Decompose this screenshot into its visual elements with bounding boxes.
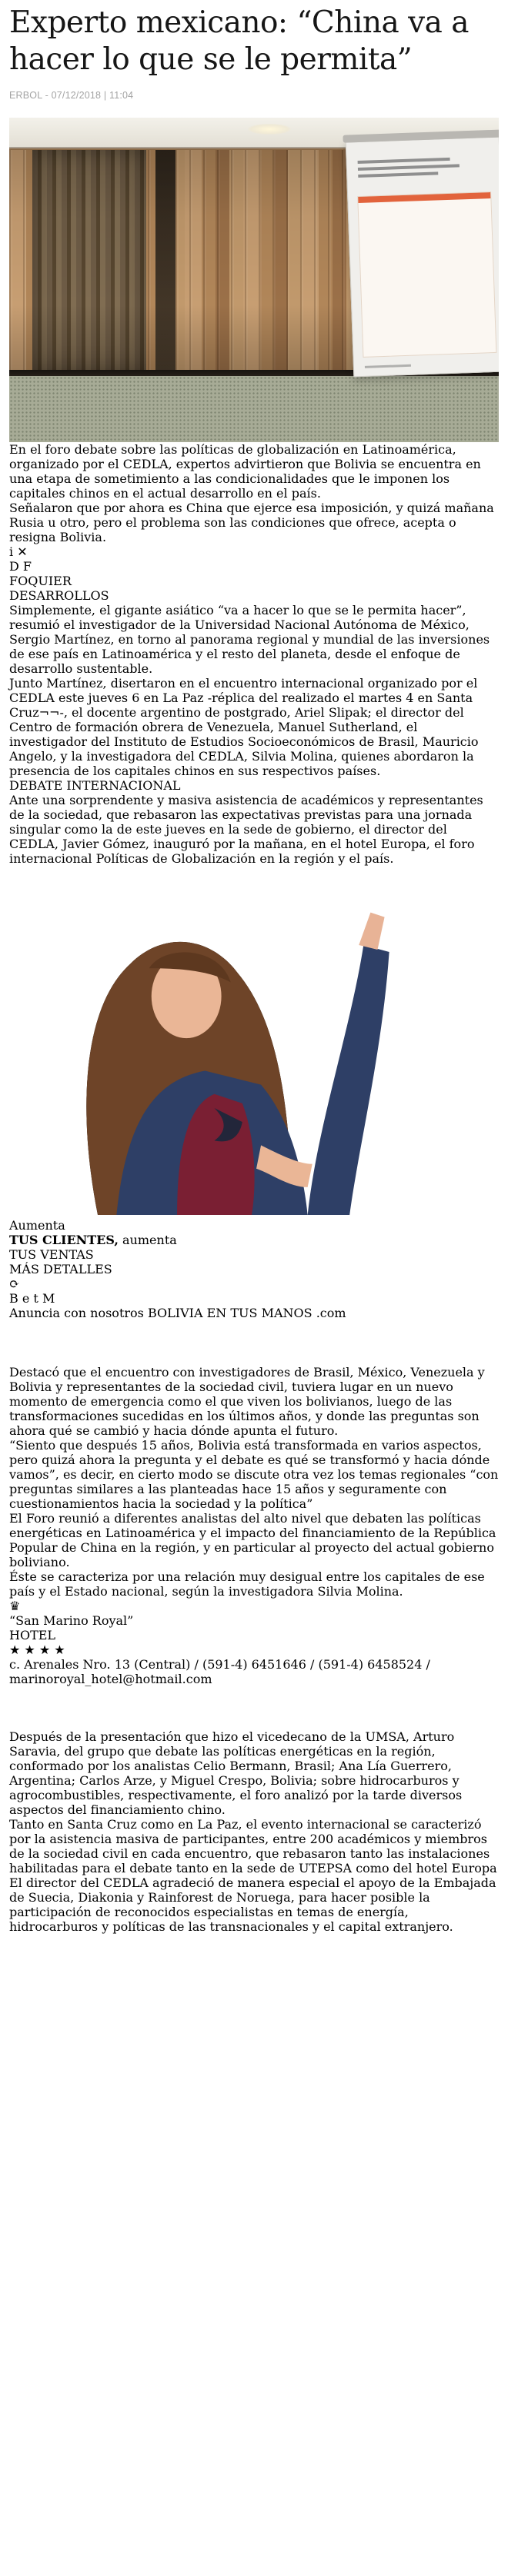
paragraph: Señalaron que por ahora es China que ejerce esa imposición, y quizá mañana Rusia u otro, pero el problema son las condiciones que ofrece, acepta o resigna Bolivia.: [9, 501, 494, 545]
article-byline: ERBOL - 07/12/2018 | 11:04: [9, 90, 134, 102]
hotel-brand-content: [9, 1599, 499, 1657]
mas-detalles-button[interactable]: MÁS DETALLES: [9, 1262, 112, 1277]
btm-logo-b: B: [9, 1291, 18, 1306]
btm-logo-small-top: e: [22, 1291, 30, 1306]
slide-title-line: [358, 165, 460, 171]
btm-logo-small-bottom: t: [33, 1291, 38, 1306]
banner-line3: TUS VENTAS: [9, 1247, 94, 1263]
ad-san-marino-royal[interactable]: [9, 1599, 499, 1686]
paragraph: Ante una sorprendente y masiva asistencia de académicos y representantes de la sociedad, que rebasaron las expectativas previstas para una jornada singular como la de este jueves en la sede de gobierno, el director del CEDLA, Javier Gómez, inauguró por la mañana, en el hotel Europa, el foro internacional Políticas de Globalización en la región y el país.: [9, 793, 483, 867]
slide-table: [357, 191, 496, 358]
ad-close-icon[interactable]: ✕: [17, 544, 28, 560]
foquier-wordmark: [9, 574, 499, 588]
ad-refresh-icon[interactable]: ⟳: [9, 1276, 20, 1292]
ad-foquier-desarrollos[interactable]: [9, 544, 499, 603]
ad-controls: [9, 544, 499, 559]
paragraph: Junto Martínez, disertaron en el encuentro internacional organizado por el CEDLA este jueves 6 en La Paz -réplica del realizado el martes 4 en Santa Cruz¬¬-, el docente argentino de postgrado, Ariel Slipak; el director del Centro de formación obrera de Venezuela, Manuel Sutherland, el investigador del Instituto de Estudios Socioeconómicos de Brasil, Mauricio Angelo, y la investigadora del CEDLA, Silvia Molina, quienes abordaron la presencia de los capitales chinos en sus respectivos países.: [9, 676, 479, 779]
article-photo: [9, 118, 499, 442]
btm-logo: [9, 1291, 499, 1306]
hotel-label: HOTEL: [9, 1628, 56, 1643]
dark-wall-slot: [155, 150, 175, 371]
wordmark-part-teal: FOQ: [9, 574, 38, 589]
paragraph: En el foro debate sobre las políticas de globalización en Latinoamérica, organizado por el CEDLA, expertos advirtieron que Bolivia se encuentra en una etapa de sometimiento a las condicionalidades que le imponen los capitales chinos en el actual desarrollo en el país.: [9, 442, 481, 501]
banner-line2-bold: TUS CLIENTES,: [9, 1233, 119, 1248]
terrazzo-floor: [9, 376, 499, 442]
paragraph: Destacó que el encuentro con investigadores de Brasil, México, Venezuela y Bolivia y representantes de la sociedad civil, tuviera lugar en un nuevo momento de emergencia como el que viven los bolivianos, luego de las transformaciones sucedidas en los últimos años, y donde las preguntas son ahora qué se cambió y hacia dónde apunta el futuro.: [9, 1365, 485, 1439]
anuncia-text: Anuncia con nosotros: [9, 1306, 144, 1321]
paragraph: Simplemente, el gigante asiático “va a hacer lo que se le permita hacer”, resumió el investigador de la Universidad Nacional Autónoma de México, Sergio Martínez, en torno al panorama regional y mundial de las inversiones de ese país en Latinoamérica y el resto del planeta, desde el enfoque de desarrollo sustentable.: [9, 603, 490, 677]
btm-logo-m: M: [42, 1291, 55, 1306]
paragraph: Éste se caracteriza por una relación muy desigual entre los capitales de ese país y el Estado nacional, según la investigadora Silvia Molina.: [9, 1569, 485, 1599]
hotel-address: c. Arenales Nro. 13 (Central) / (591-4) 6451646 / (591-4) 6458524 / marinoroyal_hotel@hotmail.com: [9, 1657, 430, 1687]
btm-logo-small: [22, 1291, 42, 1306]
hotel-name: “San Marino Royal”: [9, 1613, 134, 1629]
wordmark-part-blue: UIER: [38, 574, 72, 589]
banner-line2-rest: aumenta: [118, 1233, 177, 1248]
wordmark-en-tus: [207, 1306, 262, 1320]
logo-letter-d: D: [9, 559, 19, 574]
wordmark-en: EN: [206, 1306, 227, 1321]
wordmark-tus: TUS: [230, 1306, 258, 1321]
wordmark-tld: .com: [316, 1306, 346, 1321]
foquier-subtitle: DESARROLLOS: [9, 588, 109, 604]
paragraph: El Foro reunió a diferentes analistas del alto nivel que debaten las políticas energéticas en Latinoamérica y el impacto del financiamiento de la República Popular de China en la región, y en particular al proyecto del actual gobierno boliviano.: [9, 1511, 496, 1570]
banner-footer-yellow: [9, 1306, 499, 1320]
wordmark-manos: MANOS: [261, 1306, 312, 1321]
logo-letter-f: F: [22, 559, 32, 574]
banner-text: [9, 1218, 499, 1276]
article-title: Experto mexicano: “China va a hacer lo que se le permita”: [9, 5, 470, 77]
slide-caption: [365, 364, 411, 368]
paragraph: El director del CEDLA agradeció de manera especial el apoyo de la Embajada de Suecia, Diakonia y Rainforest de Noruega, para hacer posible la participación de reconocidos especialistas en temas de energía, hidrocarburos y políticas de las transnacionales y el capital extranjero.: [9, 1875, 496, 1935]
slide-table-header: [358, 192, 490, 203]
hotel-brand-panel: [9, 1599, 499, 1657]
foquier-logo: [9, 559, 499, 574]
banner-line2: [9, 1233, 499, 1247]
banner-creative[interactable]: [9, 866, 499, 1291]
projection-screen: [346, 137, 499, 378]
woman-pointing: [9, 866, 499, 1215]
window-curtain: [32, 150, 146, 371]
slide-title-line: [358, 158, 450, 164]
paragraph: “Siento que después 15 años, Bolivia está transformada en varios aspectos, pero quizá ahora la pregunta y el debate es qué se transformó y hacia dónde vamos”, es decir, en cierto modo se discute otra vez los temas regionales “con preguntas similares a las planteadas hace 15 años y seguramente con cuestionamientos hacia la sociedad y la política”: [9, 1438, 499, 1512]
ad-bolivia-en-tus-manos[interactable]: [9, 866, 499, 1320]
hotel-address-strip: [9, 1657, 499, 1686]
bolivia-en-tus-manos-wordmark: [148, 1306, 346, 1320]
adchoices-icon[interactable]: i: [9, 544, 14, 560]
wordmark-bolivia: BOLIVIA: [147, 1306, 203, 1321]
hotel-stars: ★ ★ ★ ★: [9, 1642, 65, 1658]
banner-line1: Aumenta: [9, 1218, 65, 1233]
paragraph: Tanto en Santa Cruz como en La Paz, el evento internacional se caracterizó por la asistencia masiva de participantes, entre 200 académicos y miembros de la sociedad civil en cada encuentro, que rebasaron tanto las instalaciones habilitadas para el debate tanto en la sede de UTEPSA como del hotel Europa: [9, 1817, 497, 1876]
section-subhead: DEBATE INTERNACIONAL: [9, 778, 181, 794]
banner-footer-strip[interactable]: [9, 1291, 499, 1320]
paragraph: Después de la presentación que hizo el vicedecano de la UMSA, Arturo Saravia, del grupo que debate las políticas energéticas en la región, conformado por los analistas Celio Bermann, Brasil; Ana Lía Guerrero, Argentina; Carlos Arze, y Miguel Crespo, Bolivia; sobre hidrocarburos y agrocombustibles, respectivamente, el foro analizó por la tarde diversos aspectos del financiamiento chino.: [9, 1729, 463, 1818]
slide-title-line: [358, 172, 438, 178]
crown-icon: ♛: [9, 1599, 21, 1614]
